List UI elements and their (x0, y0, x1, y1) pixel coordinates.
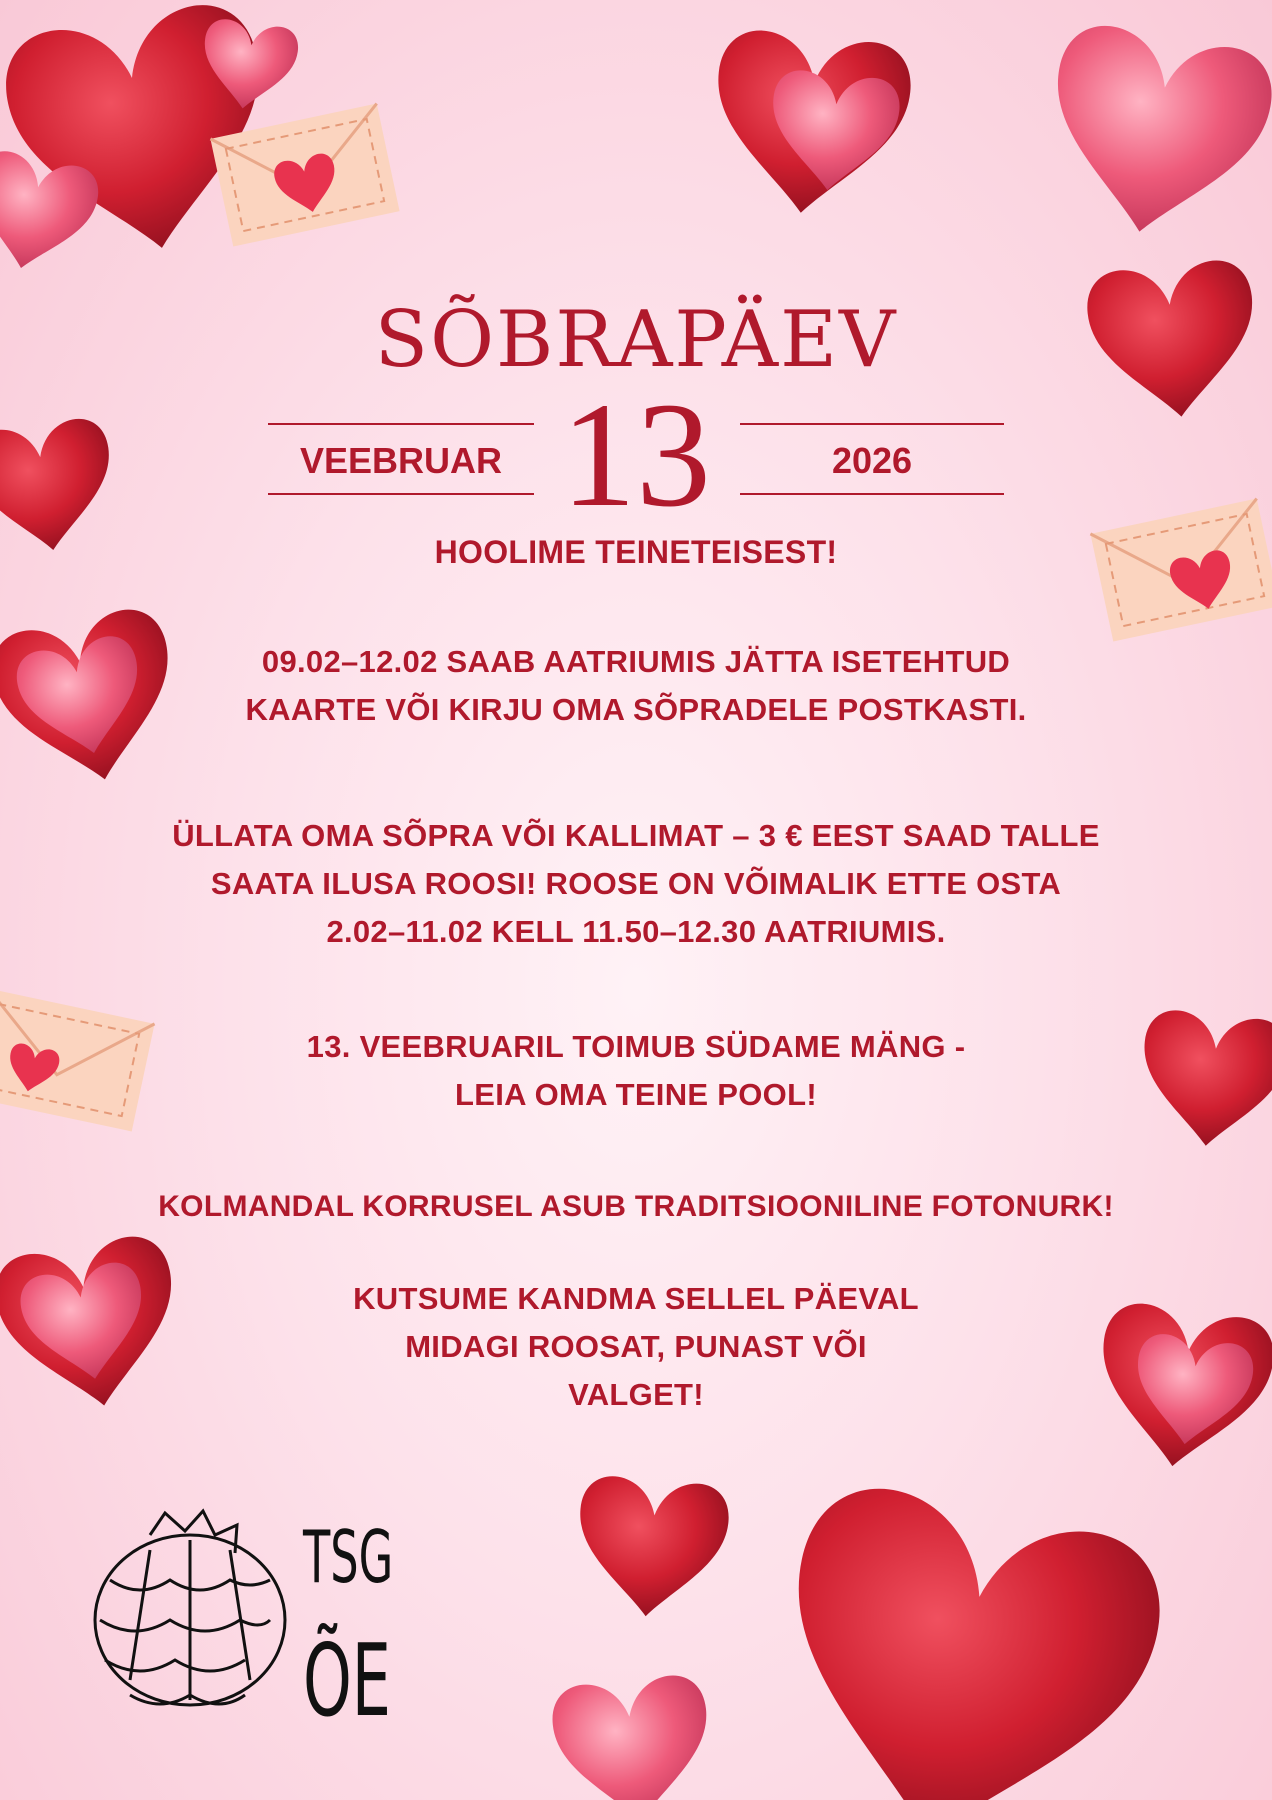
logo-line-1: TSG (303, 1515, 394, 1599)
divider (268, 423, 534, 425)
date-day: 13 (561, 372, 711, 538)
text-line: 2.02–11.02 KELL 11.50–12.30 AATRIUMIS. (326, 914, 946, 949)
text-line: 13. VEEBRUARIL TOIMUB SÜDAME MÄNG - (306, 1029, 966, 1064)
paragraph-rose (40, 812, 1232, 956)
text-line: ÜLLATA OMA SÕPRA VÕI KALLIMAT – 3 € EEST SAAD TALLE (172, 818, 1100, 853)
heart-icon (750, 1474, 1175, 1800)
tagline: HOOLIME TEINETEISEST! (434, 534, 838, 570)
text-line: KAARTE VÕI KIRJU OMA SÕPRADELE POSTKASTI. (245, 692, 1027, 727)
date-year: 2026 (831, 440, 913, 481)
logo-line-2: ÕE (303, 1622, 391, 1739)
text-line: MIDAGI ROOSAT, PUNAST VÕI (405, 1329, 867, 1364)
text-line: SAATA ILUSA ROOSI! ROOSE ON VÕIMALIK ETTE OSTA (210, 866, 1062, 901)
paragraph-photo-corner (40, 1183, 1232, 1231)
divider (740, 423, 1004, 425)
text-line: KUTSUME KANDMA SELLEL PÄEVAL (353, 1281, 919, 1316)
paragraph-mailbox (40, 638, 1232, 734)
text-line: 09.02–12.02 SAAB AATRIUMIS JÄTTA ISETEHTUD (261, 644, 1011, 679)
paragraph-heart-game (40, 1023, 1232, 1119)
text-line: VALGET! (568, 1377, 704, 1412)
heart-icon (572, 1474, 732, 1623)
text-line: KOLMANDAL KORRUSEL ASUB TRADITSIOONILINE FOTONURK! (158, 1190, 1114, 1223)
heart-icon (1034, 19, 1272, 251)
pinecone-icon (95, 1511, 285, 1705)
divider (740, 493, 1004, 495)
paragraph-dress-code (40, 1275, 1232, 1419)
date-month: VEEBRUAR (299, 440, 503, 481)
divider (268, 493, 534, 495)
text-line: LEIA OMA TEINE POOL! (455, 1077, 817, 1112)
page-title: SÕBRAPÄEV (374, 295, 898, 385)
heart-icon (549, 1672, 717, 1800)
